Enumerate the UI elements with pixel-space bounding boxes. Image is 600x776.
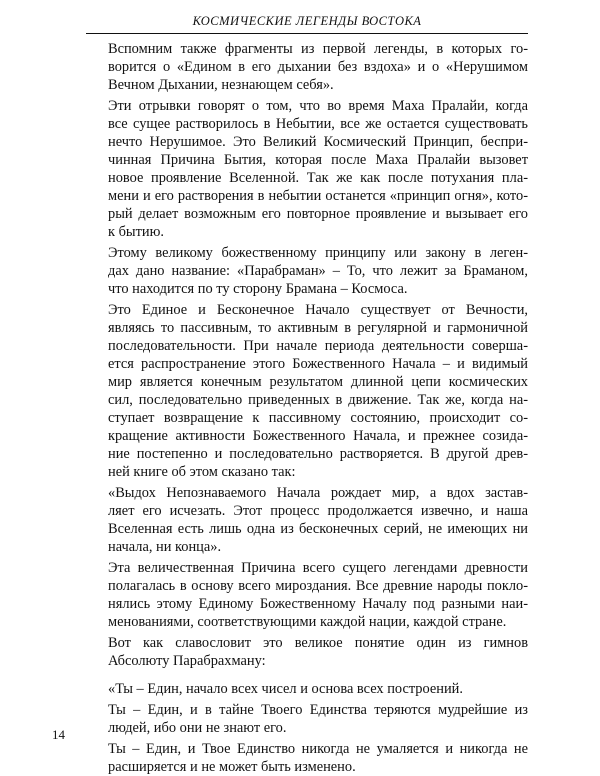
text-line: кращение активности Божественного Начала, и прежнее созида-	[108, 428, 528, 444]
paragraph	[86, 97, 528, 241]
text-line: начала, ни конца».	[108, 539, 222, 555]
text-line: Ты – Един, и в тайне Твоего Единства теряются мудрейшие из	[108, 702, 528, 718]
text-line: ступает возвращение к пассивному состоянию, происходит со-	[108, 410, 528, 426]
text-line: ние постепенно и последовательно растворяется. В другой древ-	[108, 446, 528, 462]
hymn-verse	[86, 701, 528, 737]
text-line: мир является конечным результатом длинной цепи космических	[108, 374, 528, 390]
paragraph	[86, 559, 528, 631]
text-line: Это Единое и Бесконечное Начало существует от Вечности,	[108, 302, 528, 318]
text-line: ляет его исчезать. Этот процесс продолжается извечно, и наша	[108, 503, 528, 519]
text-line: Вот как славословит это великое понятие один из гимнов	[108, 635, 528, 651]
text-line: последовательности. При начале периода деятельности соверша-	[108, 338, 528, 354]
text-line: нялись этому Единому Божественному Началу под разными наи-	[108, 596, 528, 612]
hymn-verse	[86, 680, 528, 698]
text-line: расширяется и не может быть изменено.	[108, 759, 356, 775]
text-line: «Выдох Непознаваемого Начала рождает мир, а вдох застав-	[108, 485, 528, 501]
header-rule	[86, 33, 528, 34]
text-line: являясь то пассивным, то активным в регулярной и гармоничной	[108, 320, 528, 336]
text-line: нечто Нерушимое. Это Великий Космический Принцип, беспри-	[108, 134, 528, 150]
text-line: ворится о «Едином в его дыхании без вздоха» и о «Нерушимом	[108, 59, 528, 75]
text-line: к бытию.	[108, 224, 164, 240]
text-line: «Ты – Един, начало всех чисел и основа всех построений.	[108, 681, 463, 697]
text-line: сил, последовательно приведенных в движение. Так же, когда на-	[108, 392, 528, 408]
text-line: дах дано название: «Парабраман» – То, что лежит за Браманом,	[108, 263, 528, 279]
text-line: Абсолюту Парабрахману:	[108, 653, 266, 669]
text-line: что находится по ту сторону Брамана – Космоса.	[108, 281, 408, 297]
text-line: менованиями, соответствующими каждой нации, каждой стране.	[108, 614, 507, 630]
body-text	[86, 40, 528, 776]
text-line: Этому великому божественному принципу или закону в леген-	[108, 245, 528, 261]
text-line: ней книге об этом сказано так:	[108, 464, 296, 480]
paragraph	[86, 301, 528, 481]
text-line: мени и его растворения в небытии останется «принцип огня», кото-	[108, 188, 528, 204]
text-line: рый делает возможным его повторное проявление и вызывает его	[108, 206, 528, 222]
paragraph	[86, 244, 528, 298]
text-line: Эти отрывки говорят о том, что во время Маха Пралайи, когда	[108, 98, 528, 114]
text-line: ется распространение этого Божественного Начала – и видимый	[108, 356, 528, 372]
paragraph	[86, 634, 528, 670]
text-line: все сущее растворилось в Небытии, все же остается существовать	[108, 116, 528, 132]
text-line: Вечном Дыхании, незнающем себя».	[108, 77, 334, 93]
paragraph	[86, 40, 528, 94]
text-line: Эта величественная Причина всего сущего легендами древности	[108, 560, 528, 576]
hymn-verse	[86, 740, 528, 776]
page-number: 14	[52, 727, 65, 742]
text-line: новое проявление Вселенной. Так же как после потухания пла-	[108, 170, 528, 186]
running-header: КОСМИЧЕСКИЕ ЛЕГЕНДЫ ВОСТОКА	[192, 14, 422, 28]
text-line: Вселенная есть лишь одна из бесконечных серий, не имеющих ни	[108, 521, 528, 537]
text-line: Ты – Един, и Твое Единство никогда не умаляется и никогда не	[108, 741, 528, 757]
text-line: людей, ибо они не знают его.	[108, 720, 287, 736]
quote-paragraph	[86, 484, 528, 556]
text-line: Вспомним также фрагменты из первой легенды, в которых го-	[108, 41, 528, 57]
text-line: полагалась в основу всего мироздания. Все древние народы покло-	[108, 578, 528, 594]
text-line: чинная Причина Бытия, которая после Маха Пралайи вызовет	[108, 152, 528, 168]
